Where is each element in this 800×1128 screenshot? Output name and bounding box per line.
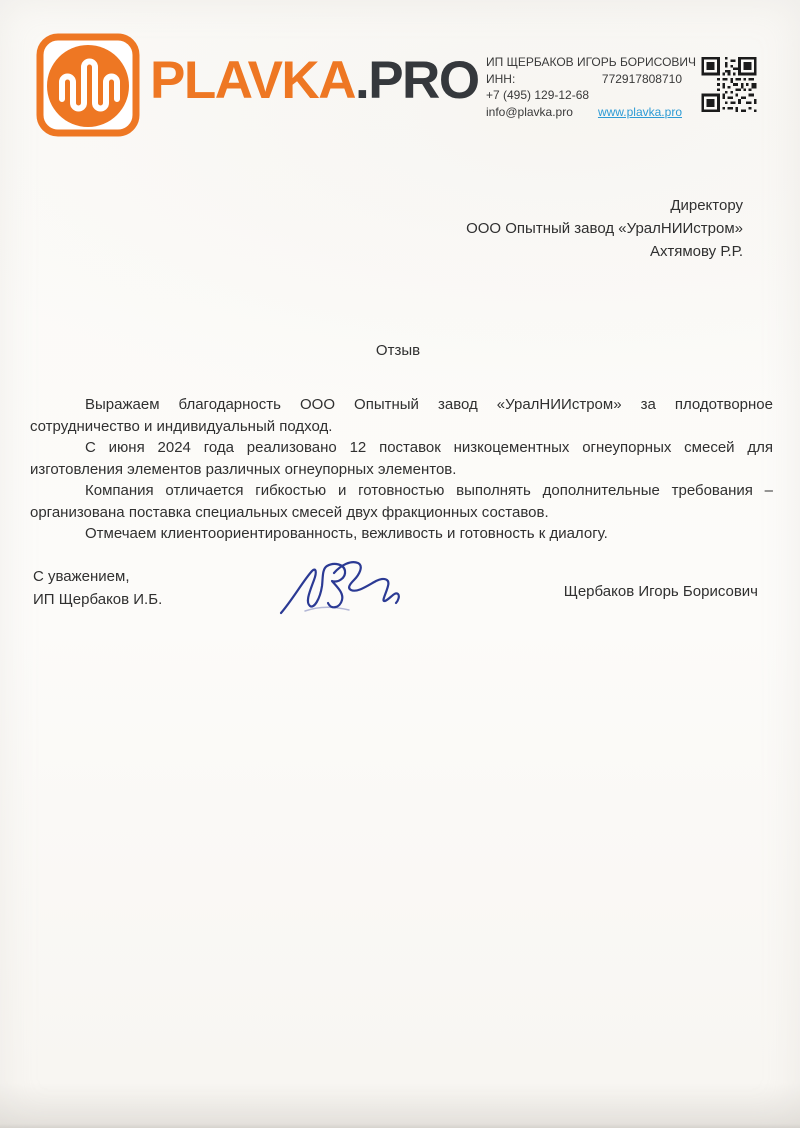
contact-phone: +7 (495) 129-12-68 <box>486 88 590 102</box>
body-paragraph: С июня 2024 года реализовано 12 поставок низкоцементных огнеупорных смесей для изготовления элементов различных огнеупорных элементов. <box>30 439 773 478</box>
brand-primary: PLAVKA <box>150 51 355 110</box>
recipient-line: Директору <box>670 197 743 214</box>
signer-short-name: ИП Щербаков И.Б. <box>33 591 163 608</box>
brand-wordmark <box>150 51 479 110</box>
letter-body <box>30 394 773 545</box>
contact-email: info@plavka.pro <box>486 104 573 119</box>
qr-code-icon <box>700 57 758 117</box>
closing-line: С уважением, <box>33 568 130 585</box>
body-paragraph: Выражаем благодарность ООО Опытный завод «УралНИИстром» за плодотворное сотрудничество и индивидуальный подход. <box>30 396 773 435</box>
brand-suffix: .PRO <box>354 51 479 110</box>
body-paragraph: Отмечаем клиентоориентированность, вежливость и готовность к диалогу. <box>85 525 608 542</box>
recipient-line: ООО Опытный завод «УралНИИстром» <box>466 220 743 237</box>
contact-name: ИП ЩЕРБАКОВ ИГОРЬ БОРИСОВИЧ <box>486 55 697 69</box>
contact-inn-row <box>486 71 682 88</box>
inn-value: 772917808710 <box>601 71 682 86</box>
website-link[interactable]: www.plavka.pro <box>597 104 682 119</box>
handwritten-signature-icon <box>276 555 408 632</box>
body-paragraph: Компания отличается гибкостью и готовностью выполнять дополнительные требования – организована поставка специальных смесей двух фракционных составов. <box>30 482 773 521</box>
contact-block <box>486 54 697 120</box>
signer-full-name: Щербаков Игорь Борисович <box>563 583 758 600</box>
inn-label: ИНН: <box>486 71 516 86</box>
melt-wave-icon <box>36 33 140 142</box>
recipient-line: Ахтямову Р.Р. <box>650 243 743 260</box>
signature-closing-block <box>33 565 162 611</box>
document-title: Отзыв <box>375 342 421 359</box>
contact-links-row <box>486 104 682 121</box>
recipient-block <box>466 194 743 263</box>
